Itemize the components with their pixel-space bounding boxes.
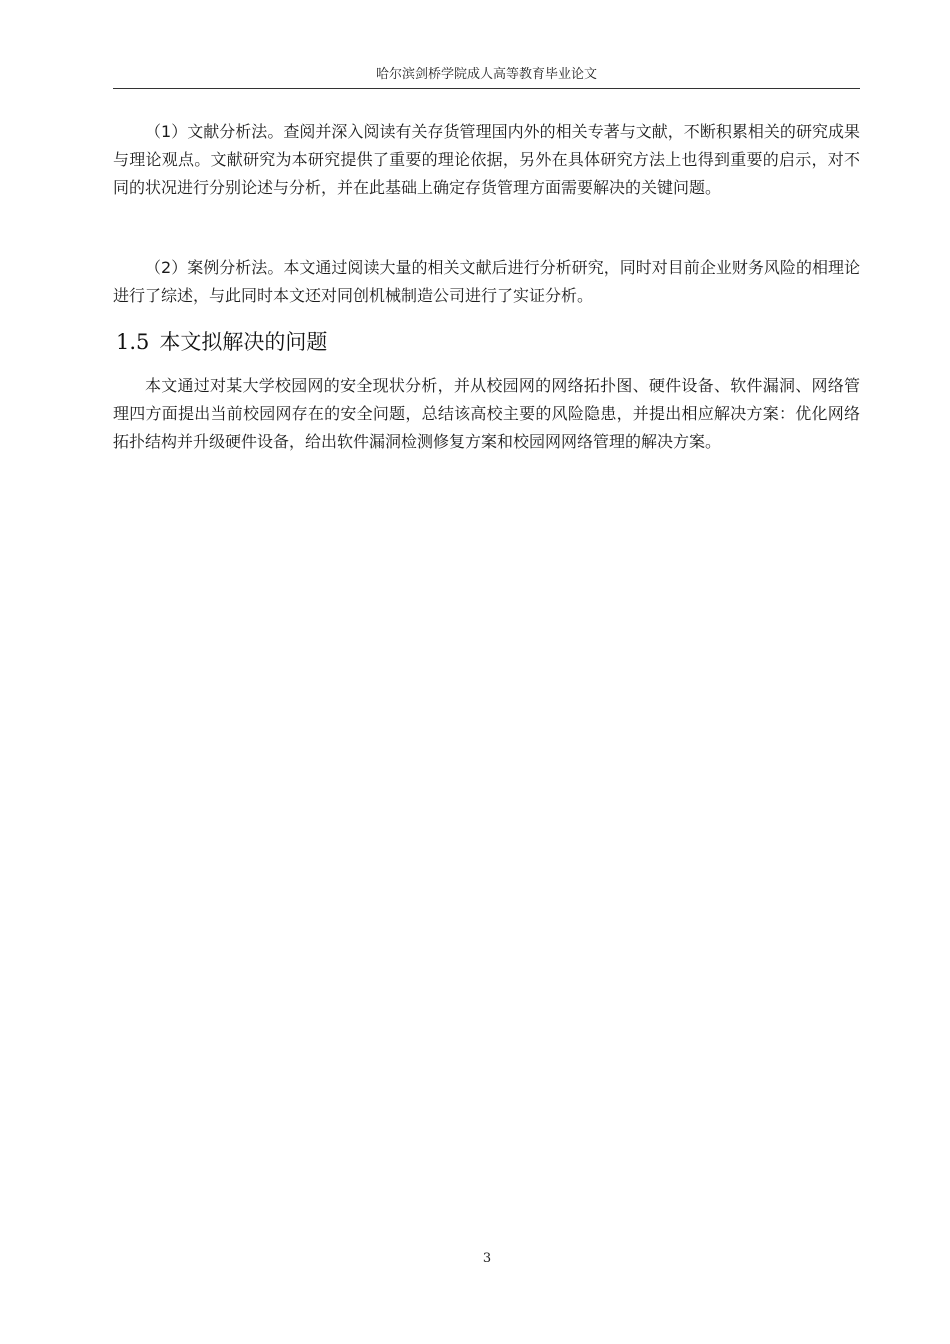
paragraph-problems-to-solve: 本文通过对某大学校园网的安全现状分析，并从校园网的网络拓扑图、硬件设备、软件漏洞、网络管理四方面提出当前校园网存在的安全问题，总结该高校主要的风险隐患，并提出相应解决方案：优化网络拓扑结构并升级硬件设备，给出软件漏洞检测修复方案和校园网网络管理的解决方案。	[113, 376, 860, 451]
paragraph-literature-analysis: （1）文献分析法。查阅并深入阅读有关存货管理国内外的相关专著与文献，不断积累相关的研究成果与理论观点。文献研究为本研究提供了重要的理论依据，另外在具体研究方法上也得到重要的启示，对不同的状况进行分别论述与分析，并在此基础上确定存货管理方面需要解决的关键问题。	[113, 122, 860, 197]
paragraph-case-analysis: （2）案例分析法。本文通过阅读大量的相关文献后进行分析研究，同时对目前企业财务风险的相理论进行了综述，与此同时本文还对同创机械制造公司进行了实证分析。	[113, 258, 860, 305]
section-title: 本文拟解决的问题	[159, 330, 328, 354]
header-divider	[113, 88, 860, 89]
section-heading	[116, 326, 327, 358]
page-number: 3	[482, 1251, 492, 1266]
section-number: 1.5	[116, 330, 150, 354]
running-header: 哈尔滨剑桥学院成人高等教育毕业论文	[375, 67, 597, 82]
